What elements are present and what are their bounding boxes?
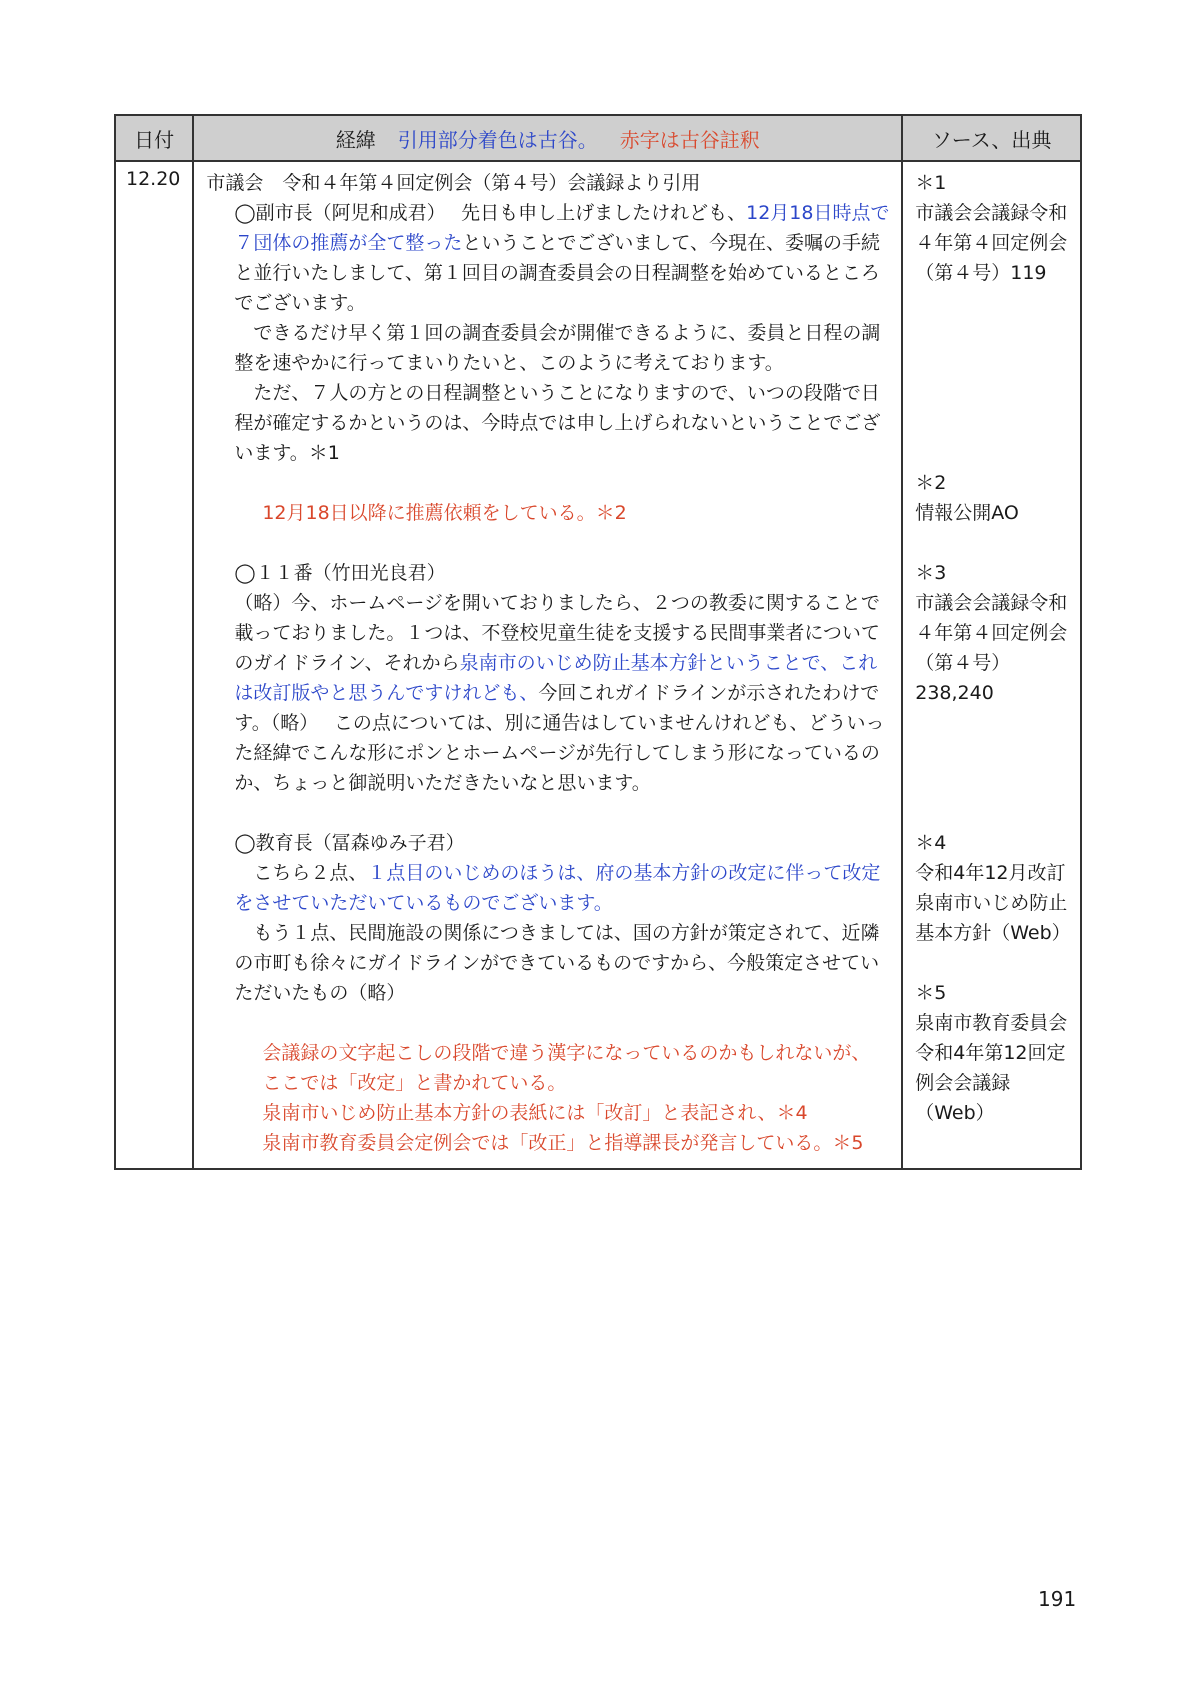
source-5-text: 泉南市教育委員会令和4年第12回定例会会議録（Web） xyxy=(915,1012,1068,1124)
speech-superintendent-quote: １点目のいじめのほうは、府の基本方針の改定に伴って改定をさせていただいているものでございます。 xyxy=(234,862,881,914)
annotation-note-1: 12月18日以降に推薦依頼をしている。＊2 xyxy=(262,502,627,524)
source-1-text: 市議会会議録令和４年第４回定例会（第４号）119 xyxy=(915,202,1068,284)
annotation-note-2-line-3: 泉南市教育委員会定例会では「改正」と指導課長が発言している。＊5 xyxy=(262,1132,864,1154)
table-row xyxy=(115,161,1081,1169)
speech-superintendent xyxy=(206,858,891,918)
speech-superintendent-a: こちら２点、 xyxy=(253,862,368,884)
table-header-row xyxy=(115,115,1081,161)
speech-vice-mayor-rest: ということでございまして、今現在、委嘱の手続と並行いたしまして、第１回目の調査委員会の日程調整を始めているところでございます。 xyxy=(234,232,880,314)
source-4-mark: ＊4 xyxy=(915,832,947,854)
annotation-note-2-line-2: 泉南市いじめ防止基本方針の表紙には「改訂」と表記され、＊4 xyxy=(262,1102,808,1124)
speech-vice-mayor-quote: 12月18日時点で７団体の推薦が全て整った xyxy=(234,202,890,254)
chronology-table xyxy=(114,114,1082,1170)
speech-vice-mayor-p2: できるだけ早く第１回の調査委員会が開催できるように、委員と日程の調整を速やかに行ってまいりたいと、このように考えております。 xyxy=(234,322,881,374)
source-2-text: 情報公開AO xyxy=(915,502,1019,524)
speech-vice-mayor xyxy=(206,198,891,318)
header-note-red: 赤字は古谷註釈 xyxy=(619,127,760,152)
source-3-text: 市議会会議録令和４年第４回定例会（第４号）238,240 xyxy=(915,592,1068,704)
row-title: 市議会 令和４年第４回定例会（第４号）会議録より引用 xyxy=(206,172,701,194)
speech-member-11-quote: 泉南市のいじめ防止基本方針ということで、これは改訂版やと思うんですけれども、 xyxy=(234,652,878,704)
annotation-note-2-line-1: 会議録の文字起こしの段階で違う漢字になっているのかもしれないが、ここでは「改定」と書かれている。 xyxy=(262,1042,871,1094)
speech-member-11-a: （略）今、ホームページを開いておりましたら、２つの教委に関することで載っておりました。１つは、不登校児童生徒を支援する民間事業者についてのガイドライン、それから xyxy=(234,592,880,674)
header-main-label: 経緯 xyxy=(335,127,376,152)
source-5-mark: ＊5 xyxy=(915,982,947,1004)
annotation-note-2 xyxy=(206,1038,891,1158)
header-main xyxy=(193,115,902,161)
source-4-text: 令和4年12月改訂泉南市いじめ防止基本方針（Web） xyxy=(915,862,1071,944)
header-note-blue: 引用部分着色は古谷。 xyxy=(397,127,598,152)
source-1-mark: ＊1 xyxy=(915,172,947,194)
header-date: 日付 xyxy=(115,115,193,161)
row-sources xyxy=(902,161,1081,1169)
header-source: ソース、出典 xyxy=(902,115,1081,161)
row-content xyxy=(193,161,902,1169)
speech-vice-mayor-p3: ただ、７人の方との日程調整ということになりますので、いつの段階で日程が確定するかというのは、今時点では申し上げられないということでございます。＊1 xyxy=(234,382,881,464)
speech-superintendent-speaker: ◯教育長（冨森ゆみ子君） xyxy=(234,832,465,854)
source-3-mark: ＊3 xyxy=(915,562,947,584)
speech-vice-mayor-speaker: ◯副市長（阿児和成君） 先日も申し上げましたけれども、 xyxy=(234,202,747,224)
speech-superintendent-p2: もう１点、民間施設の関係につきましては、国の方針が策定されて、近隣の市町も徐々にガイドラインができているものですから、今般策定させていただいたもの（略） xyxy=(234,922,880,1004)
source-2-mark: ＊2 xyxy=(915,472,947,494)
speech-member-11 xyxy=(206,588,891,798)
page-number: 191 xyxy=(1038,1587,1077,1611)
row-date: 12.20 xyxy=(115,161,193,1169)
speech-member-11-speaker: ◯１１番（竹田光良君） xyxy=(234,562,446,584)
speech-member-11-b: 今回これガイドラインが示されたわけです。（略） この点については、別に通告はしていませんけれども、どういった経緯でこんな形にポンとホームページが先行してしまう形になっているのか、ちょっと御説明いただきたいなと思います。 xyxy=(234,682,885,794)
